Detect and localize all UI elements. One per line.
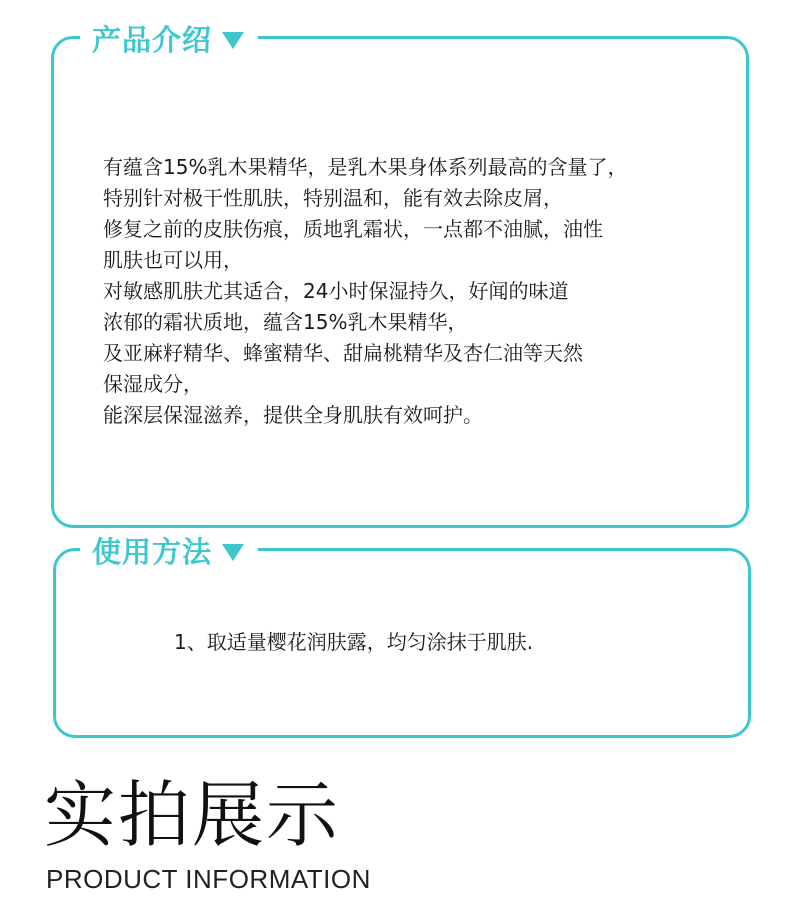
intro-line: 有蕴含15%乳木果精华，是乳木果身体系列最高的含量了，: [103, 155, 628, 179]
intro-line: 修复之前的皮肤伤痕，质地乳霜状，一点都不油腻，油性: [103, 217, 603, 241]
product-intro-header: [80, 16, 258, 60]
showcase-subtitle: PRODUCT INFORMATION: [46, 864, 371, 894]
intro-line: 对敏感肌肤尤其适合，24小时保湿持久，好闻的味道: [103, 279, 569, 303]
triangle-down-icon: [222, 32, 244, 49]
usage-instruction: 1、取适量樱花润肤露，均匀涂抹于肌肤.: [174, 630, 534, 654]
showcase-title: 实拍展示: [44, 773, 341, 857]
intro-line: 浓郁的霜状质地，蕴含15%乳木果精华，: [103, 310, 468, 334]
usage-header: [80, 528, 258, 572]
product-intro-text: [103, 152, 733, 431]
product-intro-title: 产品介绍: [92, 22, 213, 57]
intro-line: 能深层保湿滋养，提供全身肌肤有效呵护。: [103, 403, 483, 427]
intro-line: 肌肤也可以用，: [103, 248, 243, 272]
intro-line: 特别针对极干性肌肤，特别温和，能有效去除皮屑，: [103, 186, 563, 210]
intro-line: 保湿成分，: [103, 372, 203, 396]
usage-title: 使用方法: [92, 534, 213, 569]
intro-line: 及亚麻籽精华、蜂蜜精华、甜扁桃精华及杏仁油等天然: [103, 341, 583, 365]
triangle-down-icon: [222, 544, 244, 561]
